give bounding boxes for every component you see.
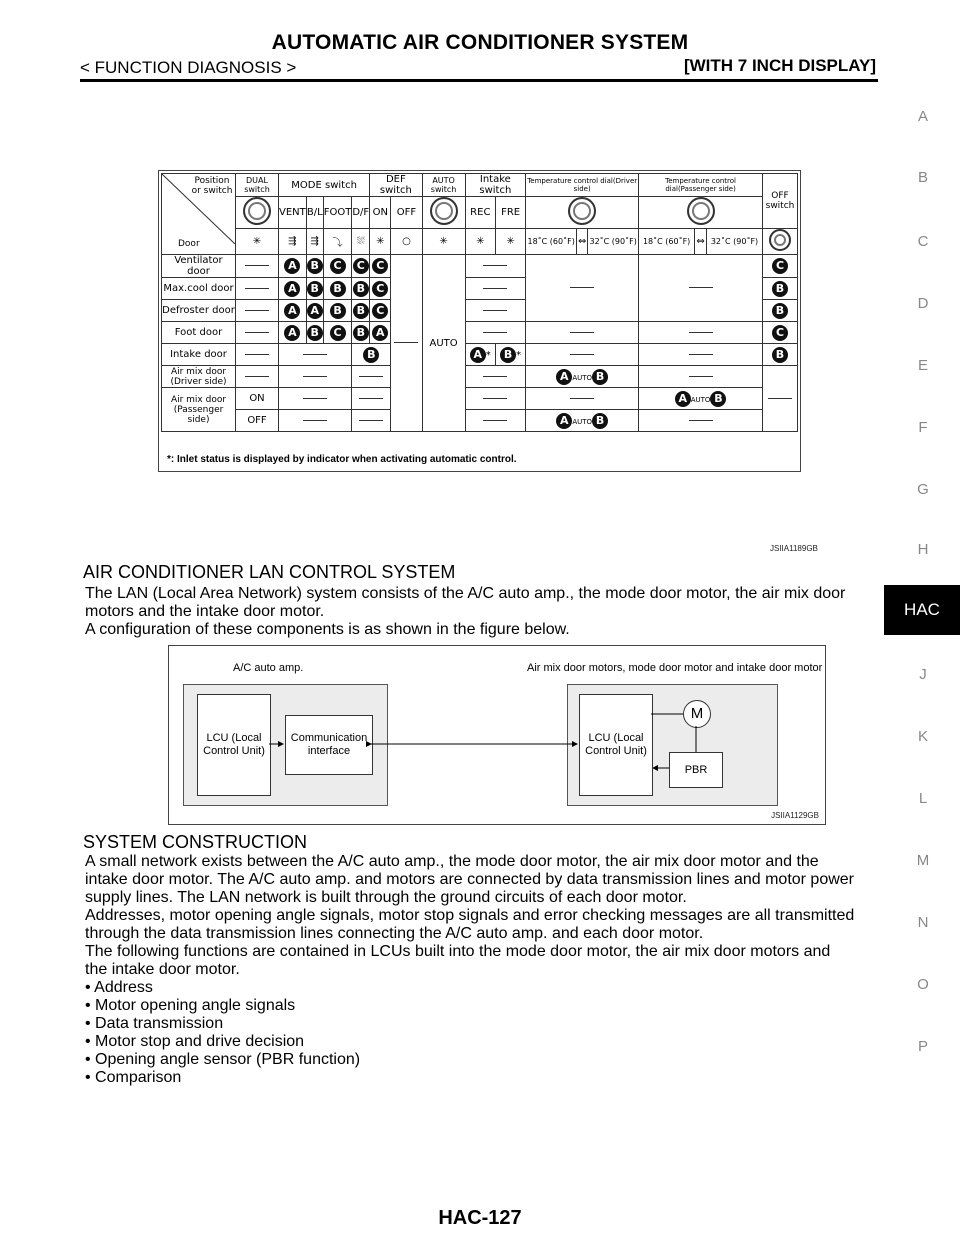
lan-diagram bbox=[168, 645, 826, 825]
dash-icon bbox=[689, 354, 713, 355]
auto-small-label: AUTO bbox=[572, 417, 593, 426]
sub-fre: FRE bbox=[496, 197, 526, 229]
col-intake: Intake switch bbox=[465, 174, 526, 197]
side-index-hac[interactable]: HAC bbox=[884, 585, 960, 635]
position-b-icon: B bbox=[500, 347, 516, 363]
vent-icon-cell bbox=[279, 229, 307, 255]
header-rule bbox=[80, 79, 878, 82]
side-index-d[interactable]: D bbox=[917, 295, 929, 312]
sub-df: D/F bbox=[352, 197, 370, 229]
sun-icon: ✳ bbox=[252, 236, 262, 247]
t32-driver: 32˚C (90˚F) bbox=[588, 229, 639, 255]
defrost-foot-icon: ⛆ bbox=[356, 236, 365, 247]
dash-icon bbox=[570, 332, 594, 333]
position-a-icon: A bbox=[372, 325, 388, 341]
sun-icon: ✳ bbox=[376, 236, 385, 247]
lan-left-title: A/C auto amp. bbox=[233, 662, 304, 674]
dash-icon bbox=[689, 287, 713, 288]
page-number: HAC-127 bbox=[438, 1207, 522, 1229]
bullet-item: • Address bbox=[85, 979, 153, 996]
position-c-icon: C bbox=[353, 258, 369, 274]
corner-door-label: Door bbox=[178, 239, 200, 249]
dual-on: ON bbox=[236, 388, 279, 410]
side-index-l[interactable]: L bbox=[918, 790, 928, 807]
side-index-g[interactable]: G bbox=[917, 481, 929, 498]
dash-icon bbox=[483, 265, 507, 266]
bullet-item: • Opening angle sensor (PBR function) bbox=[85, 1051, 361, 1068]
col-dual: DUAL switch bbox=[236, 174, 279, 197]
fig1-footnote: *: Inlet status is displayed by indicator when activating automatic control. bbox=[167, 454, 517, 465]
position-b-icon: B bbox=[307, 325, 323, 341]
dual-off: OFF bbox=[236, 410, 279, 432]
dash-icon bbox=[359, 376, 383, 377]
auto-knob-cell bbox=[422, 197, 465, 229]
t18-pass: 18˚C (60˚F) bbox=[639, 229, 695, 255]
col-off: OFF switch bbox=[763, 174, 798, 229]
position-c-icon: C bbox=[372, 303, 388, 319]
row-defroster-label: Defroster door bbox=[162, 300, 236, 322]
side-index-n[interactable]: N bbox=[917, 914, 929, 931]
temp-driver-knob bbox=[526, 197, 639, 229]
foot-icon-cell bbox=[323, 229, 352, 255]
dash-icon bbox=[483, 332, 507, 333]
auto-small-label: AUTO bbox=[572, 373, 593, 382]
dash-icon bbox=[483, 420, 507, 421]
position-a-icon: A bbox=[556, 413, 572, 429]
bullet-item: • Motor stop and drive decision bbox=[85, 1033, 305, 1050]
fig1-code: JSIIA1189GB bbox=[770, 544, 818, 553]
def-off-icon-cell bbox=[391, 229, 422, 255]
dial-icon bbox=[687, 197, 715, 225]
header-section: < FUNCTION DIAGNOSIS > bbox=[80, 58, 297, 77]
position-c-icon: C bbox=[330, 325, 346, 341]
side-index-m[interactable]: M bbox=[916, 852, 930, 869]
section-lan-p1: The LAN (Local Area Network) system consists of the A/C auto amp., the mode door motor, the air mix door motors and the intake door motor. bbox=[85, 585, 846, 620]
dual-knob-cell bbox=[236, 197, 279, 229]
side-index-c[interactable]: C bbox=[917, 233, 929, 250]
dial-icon bbox=[568, 197, 596, 225]
dash-icon bbox=[570, 398, 594, 399]
col-mode: MODE switch bbox=[279, 174, 370, 197]
sub-on: ON bbox=[370, 197, 391, 229]
fre-icon-cell bbox=[496, 229, 526, 255]
side-index-j[interactable]: J bbox=[919, 666, 927, 683]
sub-bl: B/L bbox=[306, 197, 323, 229]
col-def: DEF switch bbox=[370, 174, 422, 197]
dash-icon bbox=[245, 332, 269, 333]
col-auto: AUTO switch bbox=[422, 174, 465, 197]
dash-icon bbox=[303, 354, 327, 355]
section-construction-heading: SYSTEM CONSTRUCTION bbox=[83, 832, 308, 852]
position-b-icon: B bbox=[353, 325, 369, 341]
vent-mode-icon: ⇶ bbox=[288, 236, 297, 247]
sun-icon: ✳ bbox=[476, 236, 485, 247]
position-b-icon: B bbox=[353, 281, 369, 297]
comm-interface-box: Communication interface bbox=[285, 715, 373, 775]
position-b-icon: B bbox=[772, 347, 788, 363]
dash-icon bbox=[245, 265, 269, 266]
corner-cell bbox=[162, 174, 236, 255]
dash-icon bbox=[689, 420, 713, 421]
row-foot-label: Foot door bbox=[162, 322, 236, 344]
bl-icon-cell bbox=[306, 229, 323, 255]
dial-icon bbox=[430, 197, 458, 225]
position-c-icon: C bbox=[372, 258, 388, 274]
fan-icon-cell bbox=[236, 229, 279, 255]
dash-icon bbox=[483, 288, 507, 289]
position-b-icon: B bbox=[710, 391, 726, 407]
df-icon-cell bbox=[352, 229, 370, 255]
door-position-figure bbox=[158, 170, 801, 472]
temp-pass-knob bbox=[639, 197, 763, 229]
position-b-icon: B bbox=[330, 303, 346, 319]
lan-right-title: Air mix door motors, mode door motor and intake door motor bbox=[527, 662, 823, 674]
col-temp-pass: Temperature control dial(Passenger side) bbox=[639, 174, 763, 197]
dash-icon bbox=[245, 288, 269, 289]
side-index-p[interactable]: P bbox=[917, 1038, 928, 1055]
dash-icon bbox=[689, 376, 713, 377]
t18-driver: 18˚C (60˚F) bbox=[526, 229, 577, 255]
auto-small-label: AUTO bbox=[690, 395, 711, 404]
lan-connectors bbox=[169, 646, 825, 824]
dash-icon bbox=[359, 420, 383, 421]
dash-icon bbox=[303, 376, 327, 377]
pbr-box: PBR bbox=[669, 752, 723, 788]
lcu-left-box: LCU (Local Control Unit) bbox=[197, 694, 271, 796]
position-a-icon: A bbox=[675, 391, 691, 407]
position-b-icon: B bbox=[772, 281, 788, 297]
position-a-icon: A bbox=[284, 303, 300, 319]
side-index-a[interactable]: A bbox=[917, 108, 928, 125]
dash-icon bbox=[689, 332, 713, 333]
def-on-icon-cell bbox=[370, 229, 391, 255]
fig2-code: JSIIA1129GB bbox=[771, 811, 819, 820]
lcu-right-box: LCU (Local Control Unit) bbox=[579, 694, 653, 796]
row-intake-label: Intake door bbox=[162, 344, 236, 366]
position-b-icon: B bbox=[353, 303, 369, 319]
bilevel-mode-icon: ⇶ bbox=[310, 236, 319, 247]
row-airmix-pass-label: Air mix door (Passenger side) bbox=[162, 388, 236, 432]
dash-icon bbox=[245, 376, 269, 377]
dash-icon bbox=[303, 420, 327, 421]
row-airmix-driver-label: Air mix door (Driver side) bbox=[162, 366, 236, 388]
double-arrow-icon: ⇔ bbox=[577, 236, 587, 247]
side-index-b[interactable]: B bbox=[917, 169, 928, 186]
dash-icon bbox=[245, 310, 269, 311]
col-temp-driver: Temperature control dial(Driver side) bbox=[526, 174, 639, 197]
sub-off: OFF bbox=[391, 197, 422, 229]
sub-rec: REC bbox=[465, 197, 495, 229]
door-position-table: Position or switch Door DUAL switch MODE switch DEF switch AUTO switch Intake switch Temperature control dial(Driver side) Temperature control dial(Passenger side) OFF switch VENT B/L FOOT D/F ON OFF REC FRE ✳ ⇶ ⇶ ⤵ ⛆ ✳ ○ ✳ ✳ ✳ 18˚C (60˚F) ⇔ 32˚C (90˚F) 18˚C (60˚F) ⇔ 32˚C (90˚F) Ventilator door A B C C C AUTO C Max.cool door A B B B C B Defroster door A A B B C B Foot door A B C B A C Intake door B A * B * B Air mix door (Driver side) A AUTO B Air mix door (Passenger side) ON A AUTO B OFF A AUTO B bbox=[161, 173, 798, 432]
position-a-icon: A bbox=[307, 303, 323, 319]
sub-foot: FOOT bbox=[323, 197, 352, 229]
row-maxcool-label: Max.cool door bbox=[162, 278, 236, 300]
section-construction-p3: The following functions are contained in LCUs built into the mode door motor, the air mix door motors and the intake door motor. bbox=[85, 943, 831, 978]
arrow-driver bbox=[577, 229, 588, 255]
side-index-o[interactable]: O bbox=[917, 976, 929, 993]
side-index-k[interactable]: K bbox=[917, 728, 928, 745]
position-a-icon: A bbox=[284, 258, 300, 274]
dash-icon bbox=[570, 287, 594, 288]
bullet-item: • Data transmission bbox=[85, 1015, 224, 1032]
sub-vent: VENT bbox=[279, 197, 307, 229]
position-a-icon: A bbox=[284, 281, 300, 297]
dial-icon bbox=[243, 197, 271, 225]
section-construction-p2: Addresses, motor opening angle signals, motor stop signals and error checking messages are all transmitted through the data transmission lines connecting the A/C auto amp. and each door motor. bbox=[85, 907, 855, 942]
position-b-icon: B bbox=[307, 281, 323, 297]
section-lan-heading: AIR CONDITIONER LAN CONTROL SYSTEM bbox=[83, 562, 456, 582]
rec-icon-cell bbox=[465, 229, 495, 255]
header-variant: [WITH 7 INCH DISPLAY] bbox=[683, 56, 876, 75]
t32-pass: 32˚C (90˚F) bbox=[707, 229, 763, 255]
bullet-item: • Comparison bbox=[85, 1069, 182, 1086]
dash-icon bbox=[483, 376, 507, 377]
dash-icon bbox=[394, 342, 418, 343]
position-c-icon: C bbox=[372, 281, 388, 297]
sun-icon: ✳ bbox=[506, 236, 515, 247]
position-c-icon: C bbox=[772, 258, 788, 274]
section-construction-p1: A small network exists between the A/C auto amp., the mode door motor, the air mix door motor and the intake door motor. The A/C auto amp. and motors are connected by data transmission lines and motor power supply lines. The LAN network is built through the ground circuits of each door motor. bbox=[85, 853, 855, 906]
position-c-icon: C bbox=[772, 325, 788, 341]
dash-icon bbox=[245, 354, 269, 355]
position-a-icon: A bbox=[470, 347, 486, 363]
foot-mode-icon: ⤵ bbox=[332, 238, 343, 249]
position-b-icon: B bbox=[592, 413, 608, 429]
dash-icon bbox=[768, 398, 792, 399]
dash-icon bbox=[303, 398, 327, 399]
position-b-icon: B bbox=[307, 258, 323, 274]
auto-icon-cell bbox=[422, 229, 465, 255]
section-lan-p2: A configuration of these components is as shown in the figure below. bbox=[85, 621, 570, 638]
dash-icon bbox=[359, 398, 383, 399]
off-knob-cell bbox=[763, 229, 798, 255]
bullet-item: • Motor opening angle signals bbox=[85, 997, 296, 1014]
dial-icon bbox=[769, 229, 791, 251]
auto-cell: AUTO bbox=[422, 255, 465, 432]
position-a-icon: A bbox=[284, 325, 300, 341]
header-title: AUTOMATIC AIR CONDITIONER SYSTEM bbox=[271, 31, 689, 54]
motor-icon: M bbox=[683, 700, 711, 728]
row-vent-label: Ventilator door bbox=[162, 255, 236, 278]
position-b-icon: B bbox=[772, 303, 788, 319]
position-b-icon: B bbox=[592, 369, 608, 385]
dash-icon bbox=[483, 398, 507, 399]
position-c-icon: C bbox=[330, 258, 346, 274]
corner-position-label: Position or switch bbox=[191, 176, 233, 196]
dash-icon bbox=[483, 310, 507, 311]
sun-icon: ✳ bbox=[439, 236, 448, 247]
arrow-pass bbox=[695, 229, 707, 255]
side-index-e[interactable]: E bbox=[917, 357, 928, 374]
circle-icon: ○ bbox=[402, 236, 411, 247]
double-arrow-icon: ⇔ bbox=[696, 236, 705, 247]
side-index-h[interactable]: H bbox=[917, 541, 929, 558]
position-b-icon: B bbox=[363, 347, 379, 363]
position-a-icon: A bbox=[556, 369, 572, 385]
dash-icon bbox=[570, 354, 594, 355]
side-index-f[interactable]: F bbox=[918, 419, 928, 436]
position-b-icon: B bbox=[330, 281, 346, 297]
